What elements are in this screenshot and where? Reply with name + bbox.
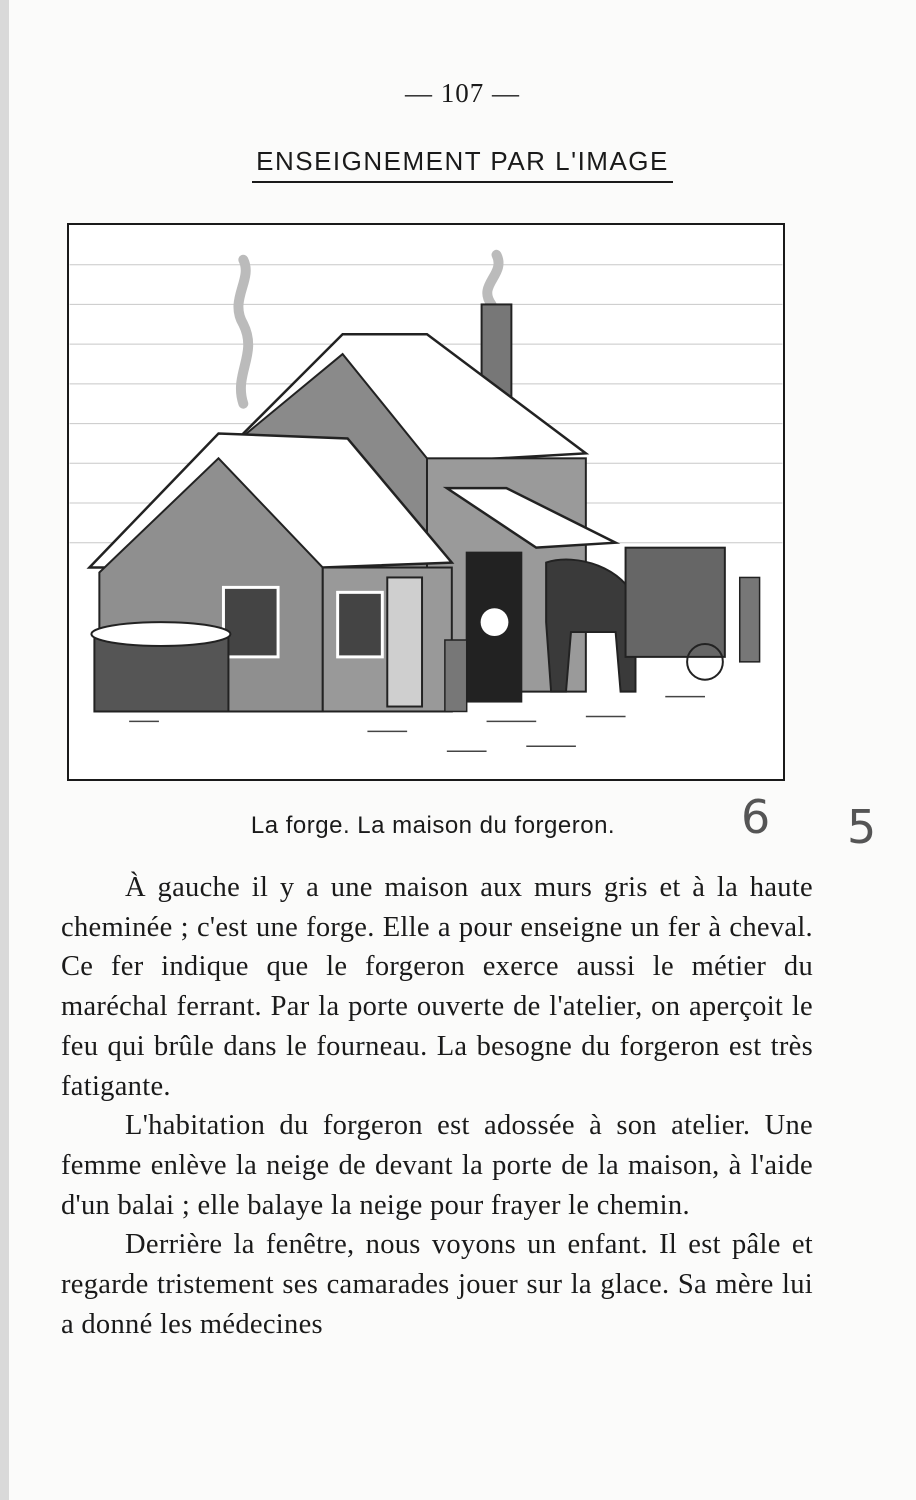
paragraph-1: À gauche il y a une maison aux murs gris et à la haute cheminée ; c'est une forge. Elle a pour enseigne un fer à cheval. Ce fer indique que le forgeron exerce aussi le métier du maréchal ferrant. Par la porte ouverte de l'atelier, on aperçoit le feu qui brûle dans le fourneau. La besogne du forgeron est très fatigante.	[61, 872, 813, 1102]
forge-engraving	[69, 225, 783, 779]
body-text	[61, 868, 813, 1344]
paragraph-2: L'habitation du forgeron est adossée à son atelier. Une femme enlève la neige de devant la porte de la maison, à l'aide d'un balai ; elle balaye la neige pour frayer le chemin.	[61, 1110, 813, 1221]
margin-note-six: 6	[741, 790, 771, 844]
section-heading	[9, 146, 916, 183]
page-number: — 107 —	[405, 78, 520, 108]
paragraph-3: Derrière la fenêtre, nous voyons un enfant. Il est pâle et regarde tristement ses camarades jouer sur la glace. Sa mère lui a donné les médecines	[61, 1229, 813, 1340]
forge-illustration	[67, 223, 785, 781]
section-heading-text: ENSEIGNEMENT PAR L'IMAGE	[252, 146, 673, 183]
margin-note-five: 5	[847, 800, 877, 854]
illustration-caption: La forge. La maison du forgeron.	[250, 812, 616, 839]
